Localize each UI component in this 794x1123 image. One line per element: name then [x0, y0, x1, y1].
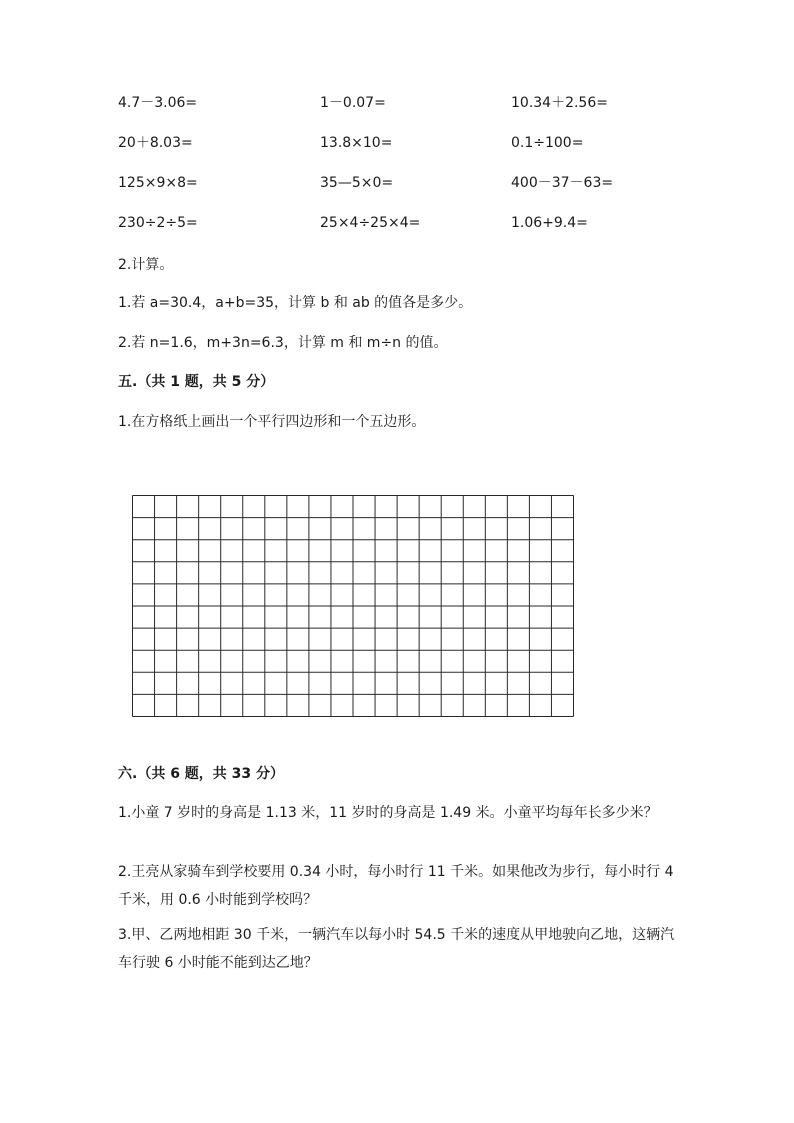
section-6-question-3: 3.甲、乙两地相距 30 千米，一辆汽车以每小时 54.5 千米的速度从甲地驶向乙地，这辆汽车行驶 6 小时能不能到达乙地？ [118, 927, 675, 971]
calc-item: 400－37－63= [511, 175, 614, 191]
calc-row [118, 172, 718, 212]
calc-row [118, 132, 718, 172]
graph-paper-grid [132, 495, 574, 717]
graph-paper [132, 495, 574, 717]
compute-heading: 2.计算。 [118, 257, 174, 273]
calc-item: 13.8×10= [320, 135, 393, 151]
calc-item: 25×4÷25×4= [320, 215, 421, 231]
section-5-question-1: 1.在方格纸上画出一个平行四边形和一个五边形。 [118, 414, 426, 430]
section-6-question-1: 1.小童 7 岁时的身高是 1.13 米，11 岁时的身高是 1.49 米。小童平均每年长多少米？ [118, 805, 658, 821]
section-5-heading: 五.（共 1 题，共 5 分） [118, 374, 275, 390]
calc-item: 1.06+9.4= [511, 215, 588, 231]
calc-item: 0.1÷100= [511, 135, 584, 151]
calculation-grid [118, 92, 718, 252]
calc-item: 230÷2÷5= [118, 215, 198, 231]
calc-row [118, 92, 718, 132]
section-6-heading: 六.（共 6 题，共 33 分） [118, 766, 285, 782]
calc-item: 1－0.07= [320, 95, 386, 111]
calc-item: 4.7－3.06= [118, 95, 198, 111]
calc-row [118, 212, 718, 252]
calc-item: 35—5×0= [320, 175, 394, 191]
compute-question-1: 1.若 a=30.4，a+b=35，计算 b 和 ab 的值各是多少。 [118, 295, 473, 311]
section-6-question-2: 2.王亮从家骑车到学校要用 0.34 小时，每小时行 11 千米。如果他改为步行，每小时行 4 千米，用 0.6 小时能到学校吗？ [118, 864, 674, 908]
calc-item: 10.34＋2.56= [511, 95, 608, 111]
calc-item: 20＋8.03= [118, 135, 193, 151]
compute-question-2: 2.若 n=1.6，m+3n=6.3，计算 m 和 m÷n 的值。 [118, 335, 448, 351]
calc-item: 125×9×8= [118, 175, 198, 191]
